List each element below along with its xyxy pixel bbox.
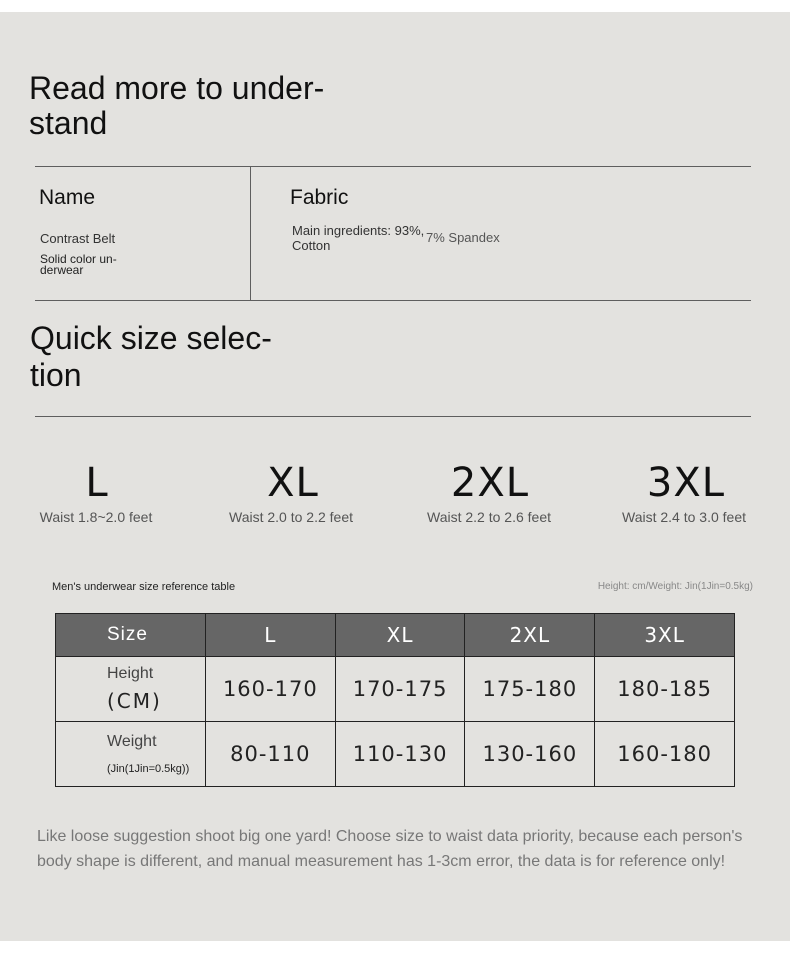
size-reference-table [55,613,735,787]
section-title-quick-size [30,320,272,394]
table-cell: 110-130 [335,722,465,787]
table-cell: 130-160 [465,722,595,787]
row-header-weight [56,722,206,787]
weight-unit: (Jin(1Jin=0.5kg)) [107,763,190,775]
divider [35,300,751,301]
table-header-cell: 2XL [465,614,595,657]
table-caption: Men's underwear size reference table [52,581,236,593]
name-item-line: derwear [40,263,84,277]
table-header-cell: L [205,614,335,657]
table-header-row [56,614,735,657]
name-header: Name [39,186,96,209]
quick-size-waist: Waist 2.4 to 3.0 feet [622,509,746,525]
table-cell: 170-175 [335,657,465,722]
quick-size-waist: Waist 1.8~2.0 feet [39,509,153,525]
table-cell: 160-180 [595,722,735,787]
section-title-line: stand [29,105,108,141]
sizing-note: Like loose suggestion shoot big one yard! Choose size to waist data priority, because each person's body shape is different, and manual measurement has 1-3cm error, the data is for reference only! [37,828,743,870]
divider [35,416,751,417]
quick-size-label: 3XL [646,460,726,506]
quick-size-waist: Waist 2.0 to 2.2 feet [229,509,353,525]
divider [35,166,751,167]
quick-size-label: 2XL [450,460,530,506]
table-cell: 80-110 [205,722,335,787]
table-header-cell: XL [335,614,465,657]
table-header-cell: Size [56,614,206,657]
quick-size-label: L [85,460,109,506]
height-unit: (CM) [107,689,162,713]
height-label: Height [107,665,154,682]
weight-label: Weight [107,733,157,750]
column-divider [250,166,251,300]
table-header-cell: 3XL [595,614,735,657]
fabric-line: Cotton [292,238,331,253]
table-units-note: Height: cm/Weight: Jin(1Jin=0.5kg) [597,581,753,592]
table-cell: 180-185 [595,657,735,722]
table-row-weight [56,722,735,787]
fabric-header: Fabric [290,186,349,209]
table-cell: 175-180 [465,657,595,722]
name-item-contrast-belt: Contrast Belt [40,231,116,246]
quick-size-waist: Waist 2.2 to 2.6 feet [427,509,551,525]
quick-size-label: XL [267,460,319,506]
name-item-underwear [40,254,117,276]
table-row-height [56,657,735,722]
table-cell: 160-170 [205,657,335,722]
section-title-line: Quick size selec- [30,320,272,356]
section-title-line: tion [30,357,82,393]
section-title-read-more [29,71,324,141]
fabric-ingredients [292,223,424,253]
fabric-spandex: 7% Spandex [426,230,500,245]
row-header-height [56,657,206,722]
fabric-line: Main ingredients: 93%, [292,223,425,238]
section-title-line: Read more to under- [29,70,325,106]
name-item-line: Solid color un- [40,252,117,266]
